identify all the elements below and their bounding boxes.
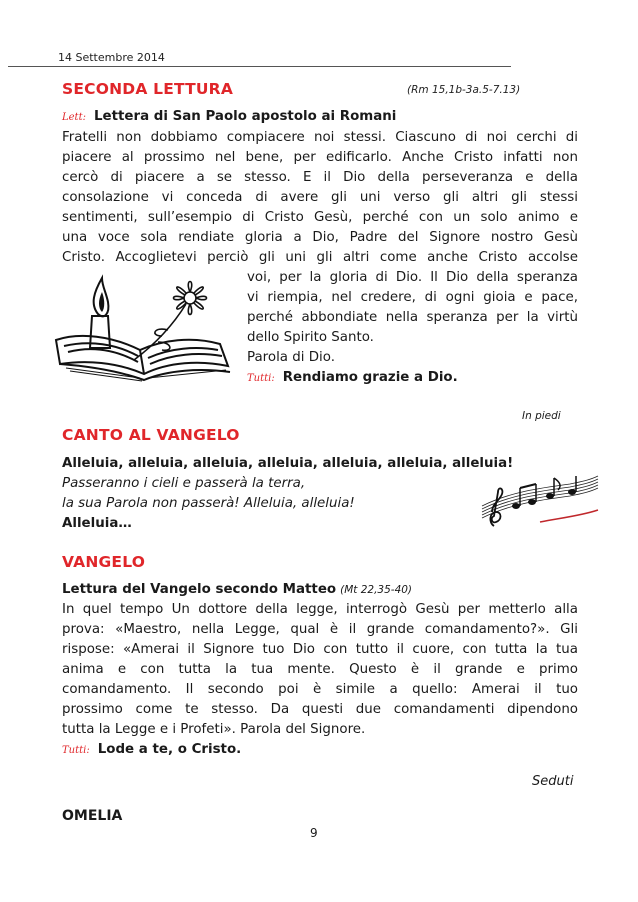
- text-line: una voce sola rendiate gloria a Dio, Padre del Signore nostro Gesù: [62, 230, 578, 245]
- response-line: [247, 368, 578, 389]
- text-line: vi riempia, nel credere, di ogni gioia e pace,: [247, 290, 578, 305]
- text-line: comandamento. Il secondo poi è simile a quello: Amerai il tuo: [62, 682, 578, 697]
- seconda-lettura-indented-body: [247, 268, 578, 389]
- text-line: cercò di piacere a se stesso. E il Dio della perseveranza e della: [62, 170, 578, 185]
- seconda-lettura-response: Rendiamo grazie a Dio.: [282, 370, 458, 385]
- canto-title: CANTO AL VANGELO: [62, 426, 240, 444]
- lettore-role: Lett:: [62, 112, 86, 123]
- canto-verse-line: Passeranno i cieli e passerà la terra,: [62, 476, 306, 491]
- seconda-lettura-heading-line: [62, 107, 578, 128]
- seconda-lettura-title: SECONDA LETTURA: [62, 80, 234, 98]
- seconda-lettura-heading: Lettera di San Paolo apostolo ai Romani: [93, 109, 397, 124]
- tutti-role: Tutti:: [62, 745, 90, 756]
- alleluia-closing: Alleluia…: [62, 516, 132, 531]
- text-line: sentimenti, sull’esempio di Cristo Gesù, perché con un solo animo e: [62, 210, 578, 225]
- text-line: prossimo come te stesso. Da questi due comandamenti dipendono: [62, 702, 578, 717]
- text-line: perché abbondiate nella speranza per la virtù: [247, 310, 578, 325]
- book-candle-illustration: [50, 270, 240, 385]
- text-line: piacere al prossimo nel bene, per edificarlo. Anche Cristo infatti non: [62, 150, 578, 165]
- seconda-lettura-reference: (Rm 15,1b-3a.5-7.13): [407, 84, 521, 96]
- vangelo-body: [62, 600, 578, 761]
- canto-body: [62, 454, 578, 534]
- canto-verse-line: la sua Parola non passerà! Alleluia, alleluia!: [62, 496, 355, 511]
- posture-seduti: Seduti: [532, 774, 574, 789]
- posture-in-piedi: In piedi: [522, 410, 561, 422]
- alleluia-line: Alleluia, alleluia, alleluia, alleluia, alleluia, alleluia, alleluia!: [62, 456, 514, 471]
- text-line: Cristo. Accoglietevi perciò gli uni gli altri come anche Cristo accolse: [62, 250, 578, 265]
- closing-line: Parola di Dio.: [247, 350, 335, 365]
- text-line: anima e con tutta la tua mente. Questo è il grande e primo: [62, 662, 578, 677]
- vangelo-heading: Lettura del Vangelo secondo Matteo: [62, 582, 337, 597]
- text-line: prova: «Maestro, nella Legge, qual è il grande comandamento?». Gli: [62, 622, 578, 637]
- vangelo-title: VANGELO: [62, 553, 146, 571]
- text-line: dello Spirito Santo.: [247, 330, 374, 345]
- vangelo-response: Lode a te, o Cristo.: [97, 742, 242, 757]
- text-line: In quel tempo Un dottore della legge, interrogò Gesù per metterlo alla: [62, 602, 578, 617]
- response-line: [62, 740, 578, 761]
- text-line: consolazione vi conceda di avere gli uni verso gli altri gli stessi: [62, 190, 578, 205]
- omelia-title: OMELIA: [62, 808, 123, 824]
- vangelo-heading-line: [62, 580, 578, 600]
- text-line: rispose: «Amerai il Signore tuo Dio con tutto il cuore, con tutta la tua: [62, 642, 578, 657]
- page-number: 9: [310, 826, 318, 840]
- text-line: tutta la Legge e i Profeti». Parola del Signore.: [62, 722, 366, 737]
- header-divider: [8, 66, 511, 67]
- tutti-role: Tutti:: [247, 373, 275, 384]
- text-line: voi, per la gloria di Dio. Il Dio della speranza: [247, 270, 578, 285]
- text-line: Fratelli non dobbiamo compiacere noi stessi. Ciascuno di noi cerchi di: [62, 130, 578, 145]
- header-date: 14 Settembre 2014: [58, 51, 165, 64]
- seconda-lettura-body: [62, 128, 578, 268]
- vangelo-reference: (Mt 22,35-40): [340, 584, 413, 596]
